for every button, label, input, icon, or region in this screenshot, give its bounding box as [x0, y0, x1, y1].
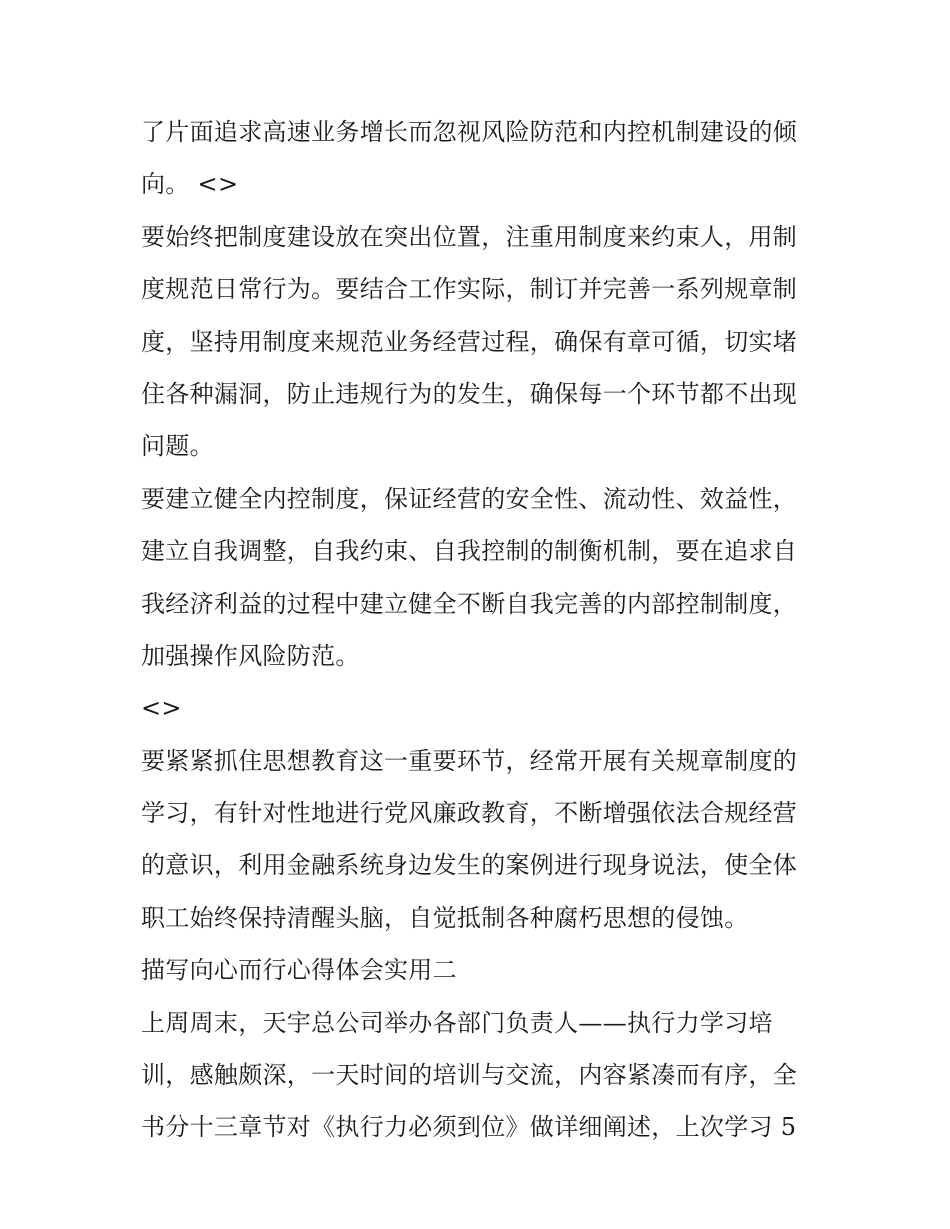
- text-line: 度规范日常行为。要结合工作实际，制订并完善一系列规章制: [141, 275, 798, 304]
- text-line: 度，坚持用制度来规范业务经营过程，确保有章可循，切实堵: [141, 327, 798, 356]
- text-line: 上周周末，天宇总公司举办各部门负责人——执行力学习培: [141, 1008, 773, 1037]
- text-line: 了片面追求高速业务增长而忽视风险防范和内控机制建设的倾: [141, 118, 798, 146]
- text-line: 住各种漏洞，防止违规行为的发生，确保每一个环节都不出现: [141, 379, 798, 408]
- text-line: 要建立健全内控制度，保证经营的安全性、流动性、效益性，: [141, 484, 798, 513]
- text-line: 要始终把制度建设放在突出位置，注重用制度来约束人，用制: [141, 222, 798, 251]
- text-line: 职工始终保持清醒头脑，自觉抵制各种腐朽思想的侵蚀。: [141, 903, 749, 932]
- text-line: 学习，有针对性地进行党风廉政教育，不断增强依法合规经营: [141, 799, 798, 828]
- text-line: 要紧紧抓住思想教育这一重要环节，经常开展有关规章制度的: [141, 746, 798, 775]
- text-line: 问题。: [141, 432, 214, 461]
- document-body: [141, 106, 821, 1154]
- text-line: 的意识，利用金融系统身边发生的案例进行现身说法，使全体: [141, 851, 798, 880]
- text-line: 书分十三章节对《执行力必须到位》做详细阐述，上次学习 5: [141, 1113, 797, 1142]
- section-heading: 描写向心而行心得体会实用二: [141, 956, 457, 985]
- text-line: 我经济利益的过程中建立健全不断自我完善的内部控制制度，: [141, 589, 798, 618]
- text-line: 向。 <>: [141, 170, 239, 199]
- text-line: 建立自我调整，自我约束、自我控制的制衡机制，要在追求自: [141, 537, 798, 566]
- text-line: <>: [141, 694, 182, 723]
- text-line: 加强操作风险防范。: [141, 641, 360, 670]
- text-line: 训，感触颇深，一天时间的培训与交流，内容紧凑而有序，全: [141, 1061, 798, 1090]
